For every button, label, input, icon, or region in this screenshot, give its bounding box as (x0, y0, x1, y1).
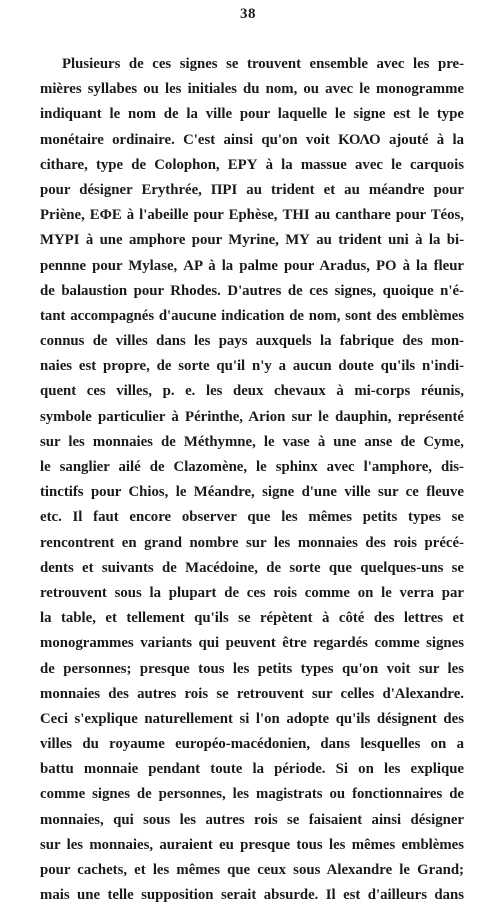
text-line: symbole particulier à Périnthe, Arion sur le dauphin, représenté (40, 408, 464, 425)
text-line: ΜΥΡΙ à une amphore pour Myrine, ΜΥ au trident uni à la bi- (40, 232, 464, 249)
text-line: Ceci s'explique naturellement si l'on adopte qu'ils désignent des (40, 710, 464, 727)
text-line: Plusieurs de ces signes se trouvent ensemble avec les pre- (62, 56, 464, 72)
text-line: mières syllabes ou les initiales du nom, ou avec le monogramme (40, 81, 464, 98)
text-line: tant accompagnés d'aucune indication de nom, sont des emblèmes (40, 307, 464, 324)
text-line: la table, et tellement qu'ils se répètent à côté des lettres et (40, 610, 464, 627)
text-line: villes du royaume européo-macédonien, dans lesquelles on a (40, 736, 464, 753)
text-line: monnaies, qui sous les autres rois se faisaient ainsi désigner (40, 811, 464, 828)
text-line: naies est propre, de sorte qu'il n'y a aucun doute qu'ils n'indi- (40, 358, 464, 375)
text-line: monogrammes variants qui peuvent être regardés comme signes (40, 635, 464, 652)
text-line: rencontrent en grand nombre sur les monnaies des rois précé- (40, 534, 464, 551)
text-line: battu monnaie pendant toute la période. Si on les explique (40, 761, 464, 778)
text-line: quent ces villes, p. e. les deux chevaux à mi-corps réunis, (40, 383, 464, 400)
text-line: monétaire ordinaire. C'est ainsi qu'on voit ΚΟΛΟ ajouté à la (40, 131, 464, 148)
text-line: mais une telle supposition serait absurde. Il est d'ailleurs dans (40, 887, 464, 904)
text-line: etc. Il faut encore observer que les mêmes petits types se (40, 509, 464, 526)
text-line: de balaustion pour Rhodes. D'autres de ces signes, quoique n'é- (40, 282, 464, 299)
text-line: dents et suivants de Macédoine, de sorte que quelques-uns se (40, 559, 464, 576)
text-line: retrouvent sous la plupart de ces rois comme on le verra par (40, 584, 464, 601)
text-line: sur les monnaies, auraient eu presque tous les mêmes emblèmes (40, 836, 464, 853)
text-line: cithare, type de Colophon, ΕΡΥ à la massue avec le carquois (40, 156, 464, 173)
text-line: connus de villes dans les pays auxquels la fabrique des mon- (40, 333, 464, 350)
body-text (40, 52, 464, 908)
text-line: Priène, ΕΦΕ à l'abeille pour Ephèse, ΤΗΙ au canthare pour Téos, (40, 207, 464, 224)
text-line: comme signes de personnes, les magistrats ou fonctionnaires de (40, 786, 464, 803)
text-line: indiquant le nom de la ville pour laquelle le signe est le type (40, 106, 464, 123)
text-line: monnaies des autres rois se retrouvent sur celles d'Alexandre. (40, 685, 464, 702)
text-line: le sanglier ailé de Clazomène, le sphinx avec l'amphore, dis- (40, 459, 464, 475)
text-line: sur les monnaies de Méthymne, le vase à une anse de Cyme, (40, 433, 464, 450)
text-line: pour cachets, et les mêmes que ceux sous Alexandre le Grand; (40, 862, 464, 878)
text-line: tinctifs pour Chios, le Méandre, signe d'une ville sur ce fleuve (40, 484, 464, 501)
text-line: pour désigner Erythrée, ΠΡΙ au trident et au méandre pour (40, 181, 464, 198)
text-line: pennne pour Mylase, ΑΡ à la palme pour Aradus, ΡΟ à la fleur (40, 257, 464, 274)
page-number: 38 (240, 6, 256, 22)
text-line: de personnes; presque tous les petits types qu'on voit sur les (40, 660, 464, 677)
